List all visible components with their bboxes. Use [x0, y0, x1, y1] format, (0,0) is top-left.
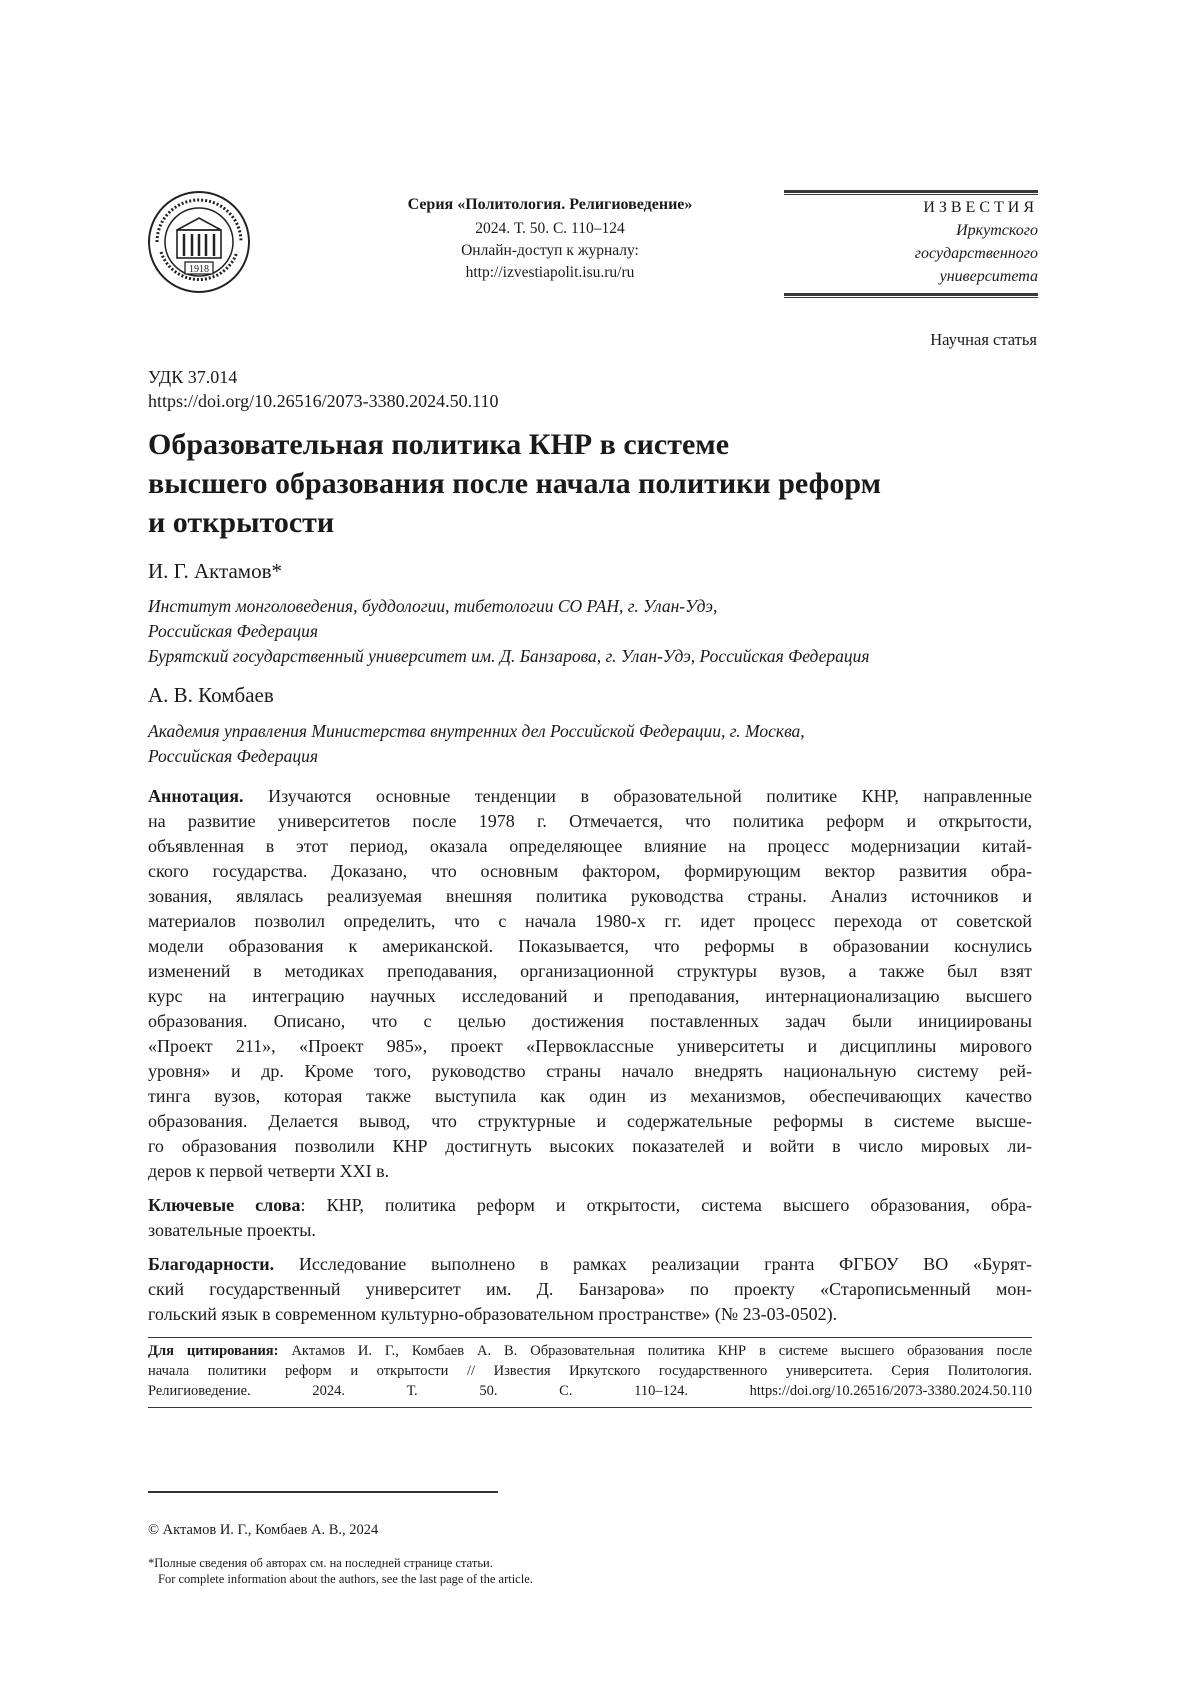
- udk: УДК 37.014: [148, 367, 238, 387]
- volume-pages: 2024. Т. 50. С. 110–124: [475, 220, 625, 237]
- journal-title: ИЗВЕСТИЯ: [923, 199, 1038, 216]
- abstract-line: на развитие университетов после 1978 г. Отмечается, что политика реформ и открытости,: [148, 811, 1032, 831]
- citation-text: Актамов И. Г., Комбаев А. В. Образовательная политика КНР в системе высшего образования после: [291, 1343, 1033, 1359]
- abstract-line: ского государства. Доказано, что основным фактором, формирующим вектор развития обра-: [148, 861, 1032, 881]
- author-name: И. Г. Актамов*: [148, 559, 282, 583]
- article-title-line: и открытости: [148, 506, 335, 539]
- acknowledgments-label: Благодарности.: [148, 1254, 275, 1274]
- citation-line: [148, 1343, 1032, 1360]
- abstract-line: «Проект 211», «Проект 985», проект «Первоклассные университеты и дисциплины мирового: [148, 1036, 1032, 1056]
- footnote-separator: [148, 1491, 498, 1493]
- journal-subtitle-line: Иркутского: [956, 222, 1038, 239]
- author-name: А. В. Комбаев: [148, 683, 274, 707]
- journal-url[interactable]: http://izvestiapolit.isu.ru/ru: [465, 264, 635, 281]
- citation-line: Религиоведение. 2024. Т. 50. С. 110–124. https://doi.org/10.26516/2073-3380.2024.50.110: [148, 1383, 1032, 1399]
- online-access-label: Онлайн-доступ к журналу:: [461, 242, 639, 259]
- citation-bottom-rule: [148, 1407, 1032, 1408]
- acknowledgments-line: гольский язык в современном культурно-образовательном пространстве» (№ 23-03-0502).: [148, 1304, 838, 1324]
- abstract-line: изменений в методиках преподавания, организационной структуры вузов, а также был взят: [148, 961, 1032, 981]
- abstract-text: Изучаются основные тенденции в образовательной политике КНР, направленные: [268, 786, 1032, 806]
- author-affiliation: Российская Федерация: [148, 746, 318, 766]
- citation-label: Для цитирования:: [148, 1343, 279, 1359]
- abstract-line: зования, являлась реализуемая внешняя политика руководства страны. Анализ источников и: [148, 886, 1032, 906]
- abstract-line: уровня» и др. Кроме того, руководство страны начало внедрять национальную систему рей-: [148, 1061, 1032, 1081]
- acknowledgments-text: Исследование выполнено в рамках реализации гранта ФГБОУ ВО «Бурят-: [298, 1254, 1032, 1274]
- citation-top-rule: [148, 1337, 1032, 1338]
- abstract-line: образования. Делается вывод, что структурные и содержательные реформы в системе высше-: [148, 1111, 1032, 1131]
- keywords-text: : КНР, политика реформ и открытости, система высшего образования, обра-: [300, 1195, 1032, 1215]
- abstract-line: го образования позволили КНР достигнуть высоких показателей и войти в число мировых ли-: [148, 1136, 1032, 1156]
- abstract-line: [148, 786, 1032, 807]
- article-type: Научная статья: [930, 330, 1037, 349]
- journal-top-rule: [784, 190, 1038, 195]
- author-affiliation: Академия управления Министерства внутренних дел Российской Федерации, г. Москва,: [148, 721, 805, 741]
- footnote-ru: *Полные сведения об авторах см. на последней странице статьи.: [148, 1556, 493, 1570]
- footnote-en: For complete information about the authors, see the last page of the article.: [158, 1572, 533, 1586]
- author-affiliation: Институт монголоведения, буддологии, тибетологии СО РАН, г. Улан-Удэ,: [148, 596, 718, 616]
- journal-subtitle-line: университета: [939, 268, 1038, 285]
- abstract-line: деров к первой четверти XXI в.: [148, 1161, 390, 1181]
- author-affiliation: Бурятский государственный университет им. Д. Банзарова, г. Улан-Удэ, Российская Федерация: [148, 646, 870, 666]
- acknowledgments-line: ский государственный университет им. Д. Банзарова» по проекту «Старописьменный мон-: [148, 1279, 1032, 1299]
- abstract-line: объявленная в этот период, оказала определяющее влияние на процесс модернизации китай-: [148, 836, 1032, 856]
- abstract-line: материалов позволил определить, что с начала 1980-х гг. идет процесс перехода от советской: [148, 911, 1032, 931]
- acknowledgments-line: [148, 1254, 1032, 1275]
- abstract-line: курс на интеграцию научных исследований и преподавания, интернационализацию высшего: [148, 986, 1032, 1006]
- seal-year: 1918: [189, 264, 209, 275]
- journal-series: Серия «Политология. Религиоведение»: [407, 196, 693, 213]
- journal-subtitle-line: государственного: [914, 245, 1038, 262]
- abstract-line: образования. Описано, что с целью достижения поставленных задач были инициированы: [148, 1011, 1032, 1031]
- keywords-line: [148, 1195, 1032, 1216]
- doi-link[interactable]: https://doi.org/10.26516/2073-3380.2024.50.110: [148, 391, 499, 411]
- copyright: © Актамов И. Г., Комбаев А. В., 2024: [148, 1522, 379, 1538]
- university-seal-icon: [147, 190, 251, 294]
- keywords-line: зовательные проекты.: [148, 1220, 316, 1240]
- journal-bottom-rule: [784, 293, 1038, 298]
- article-title-line: Образовательная политика КНР в системе: [148, 428, 730, 461]
- citation-line: начала политики реформ и открытости // Известия Иркутского государственного университета. Серия Политология.: [148, 1363, 1032, 1379]
- abstract-line: тинга вузов, которая также выступила как один из механизмов, обеспечивающих качество: [148, 1086, 1032, 1106]
- abstract-line: модели образования к американской. Показывается, что реформы в образовании коснулись: [148, 936, 1032, 956]
- author-affiliation: Российская Федерация: [148, 621, 318, 641]
- abstract-label: Аннотация.: [148, 786, 244, 806]
- article-title-line: высшего образования после начала политики реформ: [148, 467, 882, 500]
- keywords-label: Ключевые слова: [148, 1195, 301, 1215]
